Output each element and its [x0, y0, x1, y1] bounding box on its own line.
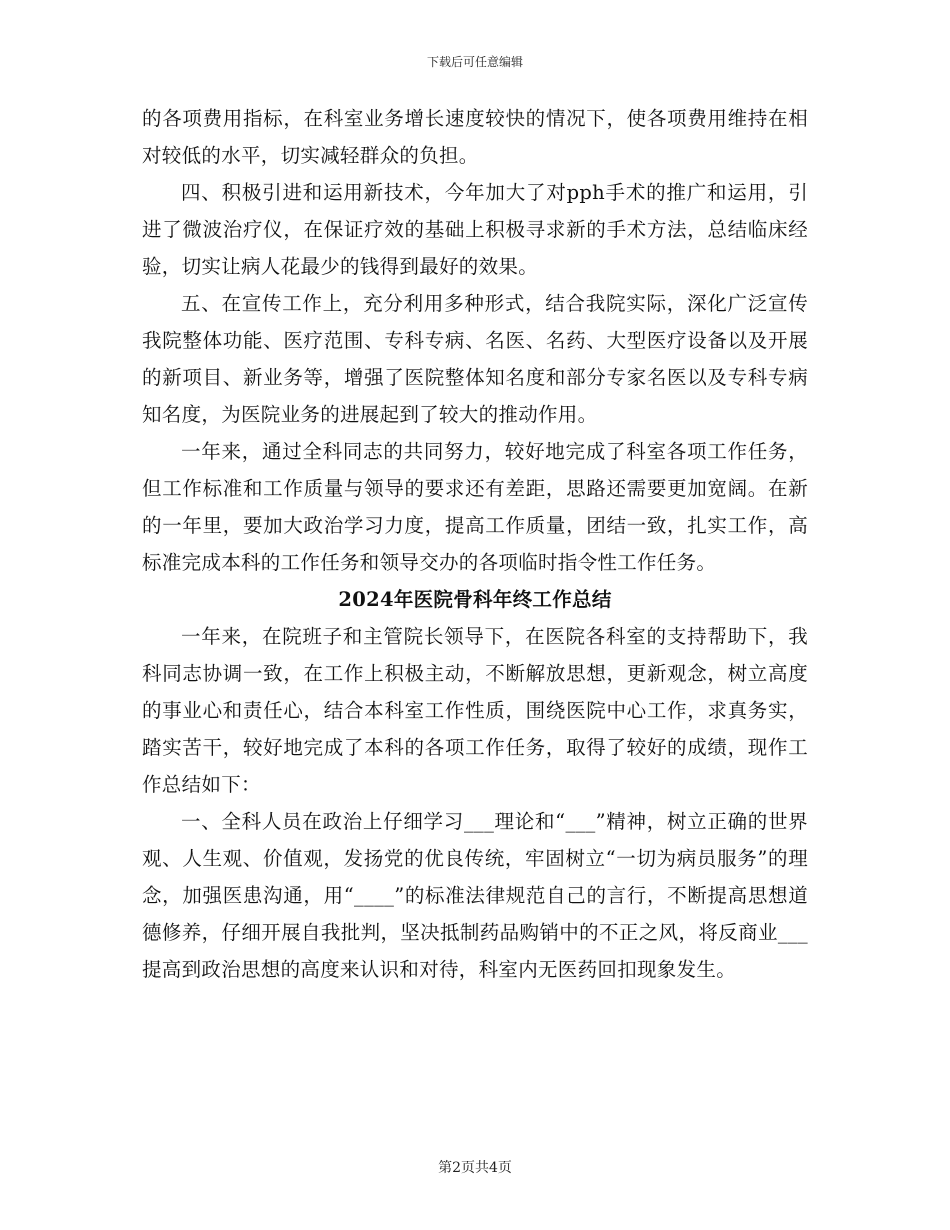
document-body: [142, 100, 808, 988]
paragraph-item-1: 一、全科人员在政治上仔细学习___理论和“___”精神，树立正确的世界观、人生观、价值观，发扬党的优良传统，牢固树立“一切为病员服务”的理念，加强医患沟通，用“____”的标准法律规范自己的言行，不断提高思想道德修养，仔细开展自我批判，坚决抵制药品购销中的不正之风，将反商业___提高到政治思想的高度来认识和对待，科室内无医药回扣现象发生。: [142, 810, 808, 981]
paragraph-summary: 一年来，通过全科同志的共同努力，较好地完成了科室各项工作任务，但工作标准和工作质量与领导的要求还有差距，思路还需要更加宽阔。在新的一年里，要加大政治学习力度，提高工作质量，团结一致，扎实工作，高标准完成本科的工作任务和领导交办的各项临时指令性工作任务。: [142, 440, 808, 574]
section-title: 2024年医院骨科年终工作总结: [338, 588, 612, 611]
paragraph-item-4: 四、积极引进和运用新技术，今年加大了对pph手术的推广和运用，引进了微波治疗仪，在保证疗效的基础上积极寻求新的手术方法，总结临床经验，切实让病人花最少的钱得到最好的效果。: [142, 181, 808, 278]
paragraph-intro: 一年来，在院班子和主管院长领导下，在医院各科室的支持帮助下，我科同志协调一致，在工作上积极主动，不断解放思想，更新观念，树立高度的事业心和责任心，结合本科室工作性质，围绕医院中心工作，求真务实，踏实苦干，较好地完成了本科的各项工作任务，取得了较好的成绩，现作工作总结如下：: [142, 625, 808, 796]
paragraph-continuation: 的各项费用指标，在科室业务增长速度较快的情况下，使各项费用维持在相对较低的水平，切实减轻群众的负担。: [142, 107, 808, 167]
page-number: 第2页共4页: [438, 1160, 512, 1176]
page-header-note: 下载后可任意编辑: [426, 55, 523, 69]
paragraph-item-5: 五、在宣传工作上，充分利用多种形式，结合我院实际，深化广泛宣传我院整体功能、医疗范围、专科专病、名医、名药、大型医疗设备以及开展的新项目、新业务等，增强了医院整体知名度和部分专家名医以及专科专病知名度，为医院业务的进展起到了较大的推动作用。: [142, 292, 808, 426]
